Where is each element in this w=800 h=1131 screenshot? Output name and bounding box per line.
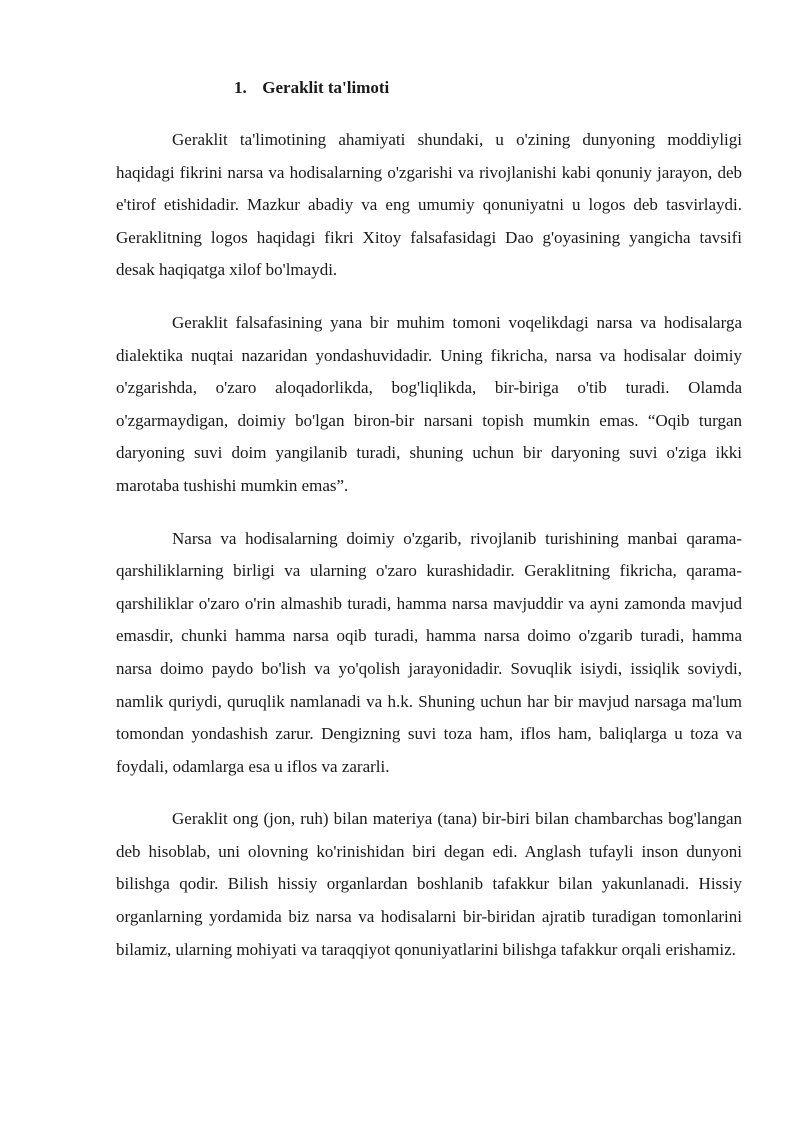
section-number: 1. (234, 78, 247, 97)
paragraph-3: Narsa va hodisalarning doimiy o'zgarib, rivojlanib turishining manbai qarama-qarshiliklarning birligi va ularning o'zaro kurashidadir. Geraklitning fikricha, qarama-qarshiliklar o'zaro o'rin almashib turadi, hamma narsa mavjuddir va ayni zamonda mavjud emasdir, chunki hamma narsa oqib turadi, hamma narsa doimo o'zgarib turadi, hamma narsa doimo paydo bo'lish va yo'qolish jarayonidadir. Sovuqlik isiydi, issiqlik soviydi, namlik quriydi, quruqlik namlanadi va h.k. Shuning uchun har bir mavjud narsaga ma'lum tomondan yondashish zarur. Dengizning suvi toza ham, iflos ham, baliqlarga u toza va foydali, odamlarga esa u iflos va zararli. (116, 528, 742, 776)
paragraph-1: Geraklit ta'limotining ahamiyati shundaki, u o'zining dunyoning moddiyligi haqidagi fikrini narsa va hodisalarning o'zgarishi va rivojlanishi kabi qonuniy jarayon, deb e'tirof etishidadir. Mazkur abadiy va eng umumiy qonuniyatni u logos deb tasvirlaydi. Geraklitning logos haqidagi fikri Xitoy falsafasidagi Dao g'oyasining yangicha tavsifi desak haqiqatga xilof bo'lmaydi. (116, 130, 742, 280)
paragraph-4: Geraklit ong (jon, ruh) bilan materiya (tana) bir-biri bilan chambarchas bog'langan deb hisoblab, uni olovning ko'rinishidan biri degan edi. Anglash tufayli inson dunyoni bilishga qodir. Bilish hissiy organlardan boshlanib tafakkur bilan yakunlanadi. Hissiy organlarning yordamida biz narsa va hodisalarni bir-biridan ajratib turadigan tomonlarini bilamiz, ularning mohiyati va taraqqiyot qonuniyatlarini bilishga tafakkur orqali erishamiz. (116, 809, 742, 959)
section-title: Geraklit ta'limoti (262, 78, 390, 97)
section-heading (116, 74, 742, 102)
document-page (116, 74, 742, 986)
paragraph-2: Geraklit falsafasining yana bir muhim tomoni voqelikdagi narsa va hodisalarga dialektika nuqtai nazaridan yondashuvidadir. Uning fikricha, narsa va hodisalar doimiy o'zgarishda, o'zaro aloqadorlikda, bog'liqlikda, bir-biriga o'tib turadi. Olamda o'zgarmaydigan, doimiy bo'lgan biron-bir narsani topish mumkin emas. “Oqib turgan daryoning suvi doim yangilanib turadi, shuning uchun bir daryoning suvi o'ziga ikki marotaba tushishi mumkin emas”. (116, 312, 742, 495)
